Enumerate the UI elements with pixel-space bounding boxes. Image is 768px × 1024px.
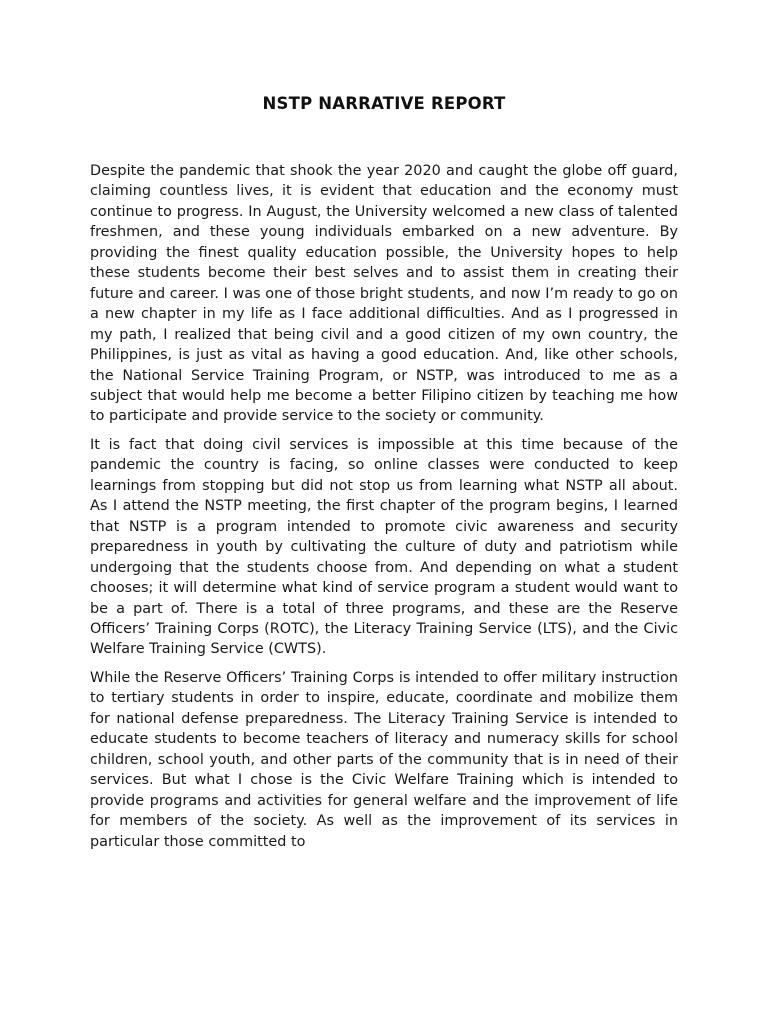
document-body: [90, 161, 678, 860]
document-title: NSTP NARRATIVE REPORT: [262, 94, 506, 113]
paragraph-3: While the Reserve Officers’ Training Corps is intended to offer military instruction to tertiary students in order to inspire, educate, coordinate and mobilize them for national defense preparedness. The Literacy Training Service is intended to educate students to become teachers of literacy and numeracy skills for school children, school youth, and other parts of the community that is in need of their services. But what I chose is the Civic Welfare Training which is intended to provide programs and activities for general welfare and the improvement of life for members of the society. As well as the improvement of its services in particular those committed to: [90, 669, 678, 850]
paragraph-1: Despite the pandemic that shook the year 2020 and caught the globe off guard, claiming countless lives, it is evident that education and the economy must continue to progress. In August, the University welcomed a new class of talented freshmen, and these young individuals embarked on a new adventure. By providing the finest quality education possible, the University hopes to help these students become their best selves and to assist them in creating their future and career. I was one of those bright students, and now I’m ready to go on a new chapter in my life as I face additional difficulties. And as I progressed in my path, I realized that being civil and a good citizen of my own country, the Philippines, is just as vital as having a good education. And, like other schools, the National Service Training Program, or NSTP, was introduced to me as a subject that would help me become a better Filipino citizen by teaching me how to participate and provide service to the society or community.: [90, 163, 678, 425]
paragraph-2: It is fact that doing civil services is impossible at this time because of the pandemic the country is facing, so online classes were conducted to keep learnings from stopping but did not stop us from learning what NSTP all about. As I attend the NSTP meeting, the first chapter of the program begins, I learned that NSTP is a program intended to promote civic awareness and security preparedness in youth by cultivating the culture of duty and patriotism while undergoing that the students choose from. And depending on what a student chooses; it will determine what kind of service program a student would want to be a part of. There is a total of three programs, and these are the Reserve Officers’ Training Corps (ROTC), the Literacy Training Service (LTS), and the Civic Welfare Training Service (CWTS).: [90, 436, 678, 658]
